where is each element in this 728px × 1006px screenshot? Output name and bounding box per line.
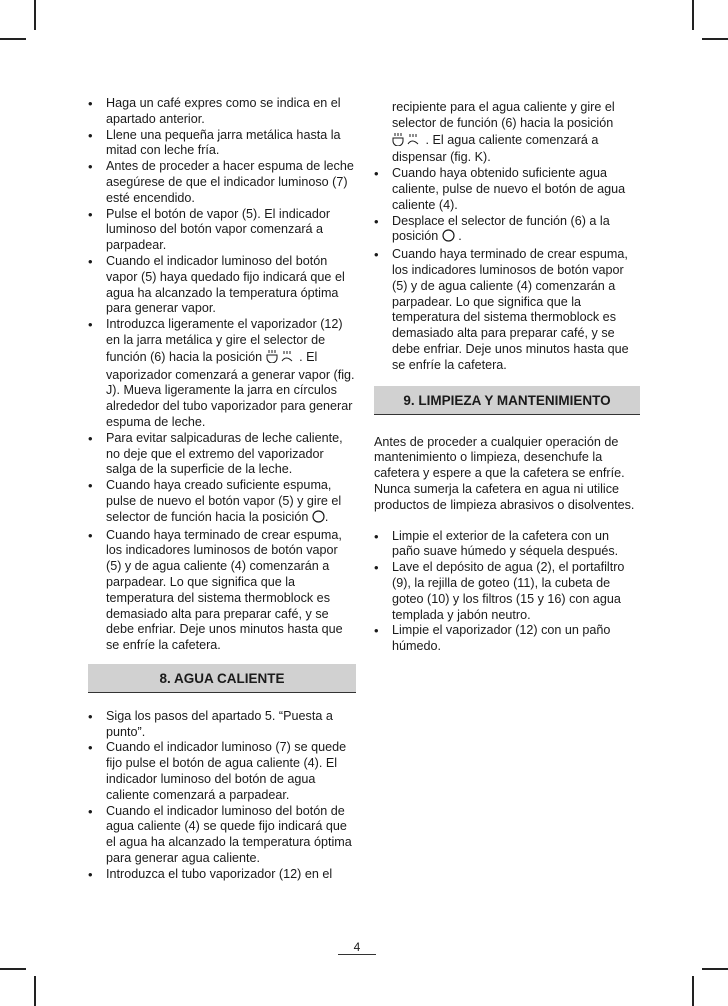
list-item: • Siga los pasos del apartado 5. “Puesta a punto”.	[88, 709, 356, 741]
list-item-text: .	[324, 509, 329, 524]
section-heading-cleaning: 9. LIMPIEZA Y MANTENIMIENTO	[374, 386, 640, 415]
milk-froth-steps	[88, 96, 356, 654]
crop-mark-top-right-h	[702, 38, 728, 40]
hot-water-steps	[88, 709, 356, 883]
right-column	[374, 100, 640, 655]
list-item-text: recipiente para el agua caliente y gire el selector de función (6) hacia la posición	[392, 100, 615, 130]
list-item: • Lave el depósito de agua (2), el portafiltro (9), la rejilla de goteo (11), la cubeta de goteo (10) y los filtros (15 y 16) con agua templada y jabón neutro.	[374, 560, 640, 623]
crop-mark-bottom-left-v	[34, 976, 36, 1006]
list-item-text: Cuando haya creado suficiente espuma, pulse de nuevo el botón vapor (5) y gire el selector de función hacia la posición	[106, 478, 342, 524]
list-item: • Cuando haya obtenido suficiente agua caliente, pulse de nuevo el botón de agua caliente (4).	[374, 166, 640, 213]
list-item: • Cuando haya terminado de crear espuma, los indicadores luminosos de botón vapor (5) y de agua caliente (4) comenzarán a parpadear. Lo que significa que la temperatura del sistema thermoblock es demasiado alta para preparar café, y se debe enfriar. Deje unos minutos hasta que se enfríe la cafetera.	[374, 247, 640, 373]
list-item: • Cuando el indicador luminoso del botón vapor (5) haya quedado fijo indicará que el agua ha alcanzado la temperatura óptima para generar vapor.	[88, 254, 356, 317]
paragraph: Nunca sumerja la cafetera en agua ni utilice productos de limpieza abrasivos o disolventes.	[374, 481, 635, 512]
cleaning-steps	[374, 529, 640, 655]
list-item: • Cuando el indicador luminoso (7) se quede fijo pulse el botón de agua caliente (4). El indicador luminoso del botón de agua caliente comenzará a parpadear.	[88, 740, 356, 803]
spacer	[374, 514, 640, 529]
left-column	[88, 96, 356, 883]
list-item	[88, 317, 356, 431]
list-item: • Introduzca el tubo vaporizador (12) en el	[88, 867, 356, 883]
cleaning-intro	[374, 435, 640, 514]
list-item	[88, 478, 356, 527]
list-item: • Pulse el botón de vapor (5). El indicador luminoso del botón vapor comenzará a parpadear.	[88, 207, 356, 254]
off-position-icon	[312, 510, 325, 528]
list-item: • Cuando el indicador luminoso del botón de agua caliente (4) se quede fijo indicará que el agua ha alcanzado la temperatura óptima para generar agua caliente.	[88, 804, 356, 867]
list-item: • Limpie el vaporizador (12) con un paño húmedo.	[374, 623, 640, 655]
list-item-continued	[374, 100, 640, 166]
list-item-text: Desplace el selector de función (6) a la posición	[392, 213, 610, 244]
crop-mark-bottom-left-h	[0, 968, 26, 970]
list-item-text: Introduzca ligeramente el vaporizador (12) en la jarra metálica y gire el selector de función (6) hacia la posición	[106, 317, 343, 364]
off-position-icon	[442, 229, 455, 247]
paragraph: Antes de proceder a cualquier operación de mantenimiento o limpieza, desenchufe la cafetera y espere a que la cafetera se enfríe.	[374, 434, 625, 481]
list-item: • Antes de proceder a hacer espuma de leche asegúrese de que el indicador luminoso (7) esté encendido.	[88, 159, 356, 206]
page-number: 4	[353, 940, 361, 954]
crop-mark-top-left-h	[0, 38, 26, 40]
list-item: • Cuando haya terminado de crear espuma, los indicadores luminosos de botón vapor (5) y de agua caliente (4) comenzarán a parpadear. Lo que significa que la temperatura del sistema thermoblock es demasiado alta para preparar café, y se debe enfriar. Deje unos minutos hasta que se enfríe la cafetera.	[88, 528, 356, 654]
list-item: • Haga un café expres como se indica en el apartado anterior.	[88, 96, 356, 128]
steam-position-icon	[266, 349, 296, 368]
hot-water-position-icon	[392, 132, 422, 151]
list-item-text: . El agua caliente comenzará a dispensar (fig. K).	[392, 132, 599, 165]
crop-mark-bottom-right-v	[692, 976, 694, 1006]
list-item-text: . El vaporizador comenzará a generar vapor (fig. J). Mueva ligeramente la jarra en círculos alrededor del tubo vaporizador para generar espuma de leche.	[106, 349, 355, 429]
list-item: • Llene una pequeña jarra metálica hasta la mitad con leche fría.	[88, 128, 356, 160]
crop-mark-top-right-v	[692, 0, 694, 30]
hot-water-steps-continued	[374, 100, 640, 374]
list-item	[374, 214, 640, 248]
list-item: • Para evitar salpicaduras de leche caliente, no deje que el extremo del vaporizador salga de la superficie de la leche.	[88, 431, 356, 478]
section-heading-hot-water: 8. AGUA CALIENTE	[88, 664, 356, 693]
list-item: • Limpie el exterior de la cafetera con un paño suave húmedo y séquela después.	[374, 529, 640, 561]
page-number-underline	[338, 954, 376, 955]
crop-mark-bottom-right-h	[702, 968, 728, 970]
list-item-text: .	[454, 229, 462, 244]
crop-mark-top-left-v	[34, 0, 36, 30]
